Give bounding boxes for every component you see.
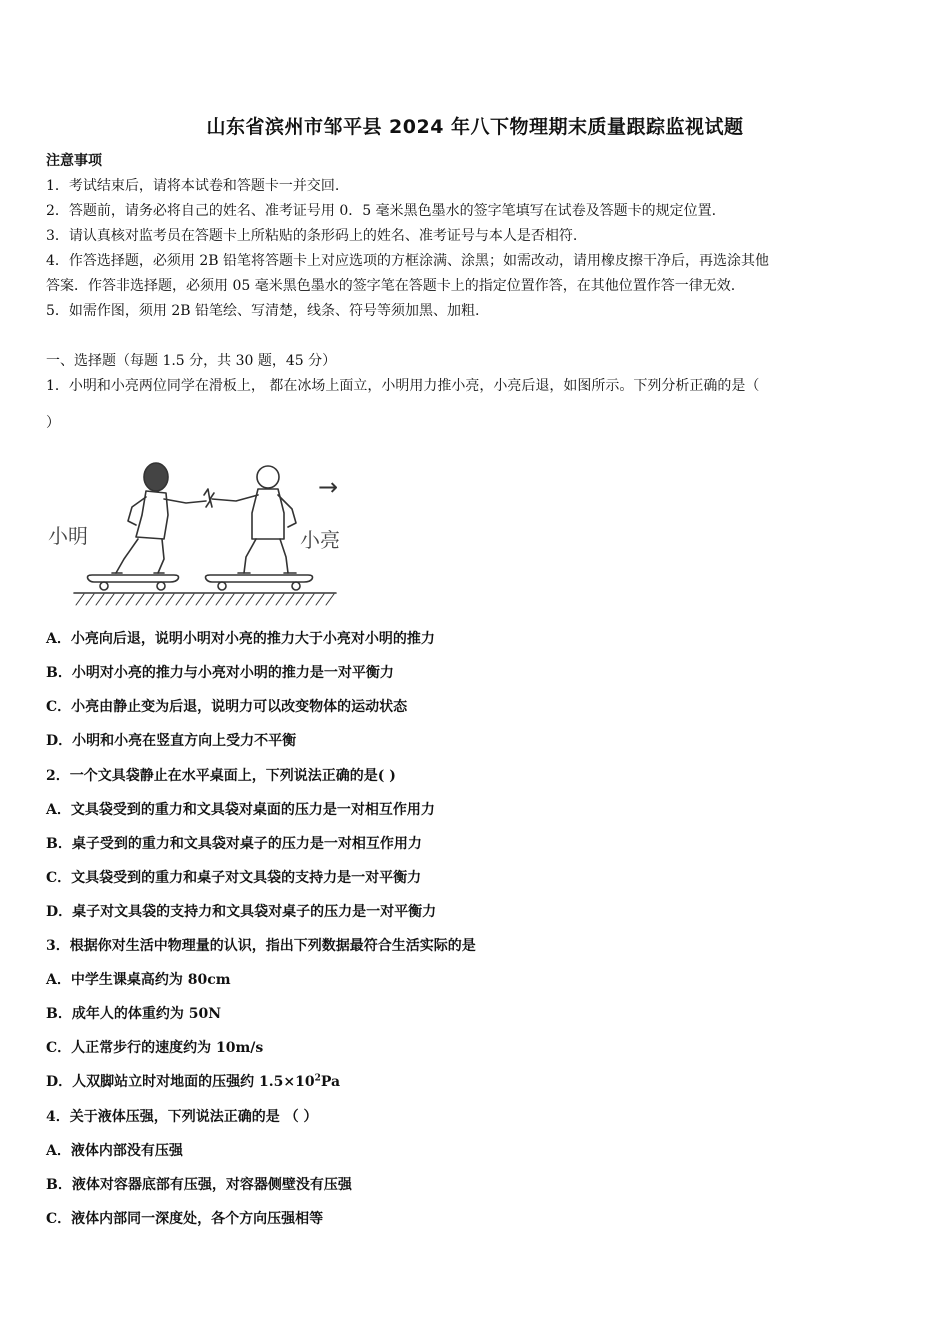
option-c: C．人正常步行的速度约为 10m/s: [46, 1040, 264, 1056]
question-stem-continued: ）: [46, 415, 60, 431]
figure-label-xiaoliang: 小亮: [300, 528, 340, 552]
option-a: A．液体内部没有压强: [46, 1143, 183, 1159]
question-stem: 1．小明和小亮两位同学在滑板上， 都在冰场上面立，小明用力推小亮，小亮后退，如图所示。下列分析正确的是（: [46, 378, 760, 394]
option-c: C．液体内部同一深度处，各个方向压强相等: [46, 1211, 324, 1227]
option-c: C．小亮由静止变为后退，说明力可以改变物体的运动状态: [46, 699, 408, 715]
option-d-text: D．人双脚站立时对地面的压强约 1.5×10: [46, 1074, 315, 1090]
option-b: B．桌子受到的重力和文具袋对桌子的压力是一对相互作用力: [46, 836, 422, 852]
option-d: [46, 1073, 906, 1091]
option-d: D．桌子对文具袋的支持力和文具袋对桌子的压力是一对平衡力: [46, 904, 437, 920]
skateboard-figure: [46, 455, 366, 615]
option-a: A．小亮向后退，说明小明对小亮的推力大于小亮对小明的推力: [46, 631, 435, 647]
question-stem: 3．根据你对生活中物理量的认识，指出下列数据最符合生活实际的是: [46, 938, 476, 954]
note-item: 1．考试结束后，请将本试卷和答题卡一并交回.: [46, 178, 340, 194]
option-a: A．文具袋受到的重力和文具袋对桌面的压力是一对相互作用力: [46, 802, 435, 818]
figure-label-xiaoming: 小明: [48, 524, 88, 548]
page-title: 山东省滨州市邹平县 2024 年八下物理期末质量跟踪监视试题: [206, 116, 744, 138]
note-item: 2．答题前，请务必将自己的姓名、准考证号用 0．5 毫米黑色墨水的签字笔填写在试卷及答题卡的规定位置.: [46, 203, 717, 219]
question-stem: 2．一个文具袋静止在水平桌面上，下列说法正确的是( ): [46, 768, 396, 784]
option-b: B．液体对容器底部有压强，对容器侧壁没有压强: [46, 1177, 352, 1193]
right-arrow-icon: →: [318, 473, 339, 501]
option-b: B．成年人的体重约为 50N: [46, 1006, 221, 1022]
note-item: 答案．作答非选择题，必须用 05 毫米黑色墨水的签字笔在答题卡上的指定位置作答，在其他位置作答一律无效.: [46, 278, 736, 294]
note-item: 4．作答选择题，必须用 2B 铅笔将答题卡上对应选项的方框涂满、涂黑；如需改动，请用橡皮擦干净后，再选涂其他: [46, 253, 769, 269]
section-heading: 一、选择题（每题 1.5 分，共 30 题，45 分）: [46, 353, 337, 369]
option-d-exponent: 2: [314, 1073, 321, 1084]
option-b: B．小明对小亮的推力与小亮对小明的推力是一对平衡力: [46, 665, 394, 681]
question-stem: 4．关于液体压强，下列说法正确的是 （ ）: [46, 1109, 318, 1125]
note-item: 3．请认真核对监考员在答题卡上所粘贴的条形码上的姓名、准考证号与本人是否相符.: [46, 228, 578, 244]
option-c: C．文具袋受到的重力和桌子对文具袋的支持力是一对平衡力: [46, 870, 422, 886]
option-a: A．中学生课桌高约为 80cm: [46, 972, 231, 988]
note-item: 5．如需作图，须用 2B 铅笔绘、写清楚，线条、符号等须加黑、加粗.: [46, 303, 480, 319]
option-d-unit: Pa: [320, 1074, 341, 1090]
option-d: D．小明和小亮在竖直方向上受力不平衡: [46, 733, 297, 749]
notes-heading: 注意事项: [46, 153, 102, 169]
